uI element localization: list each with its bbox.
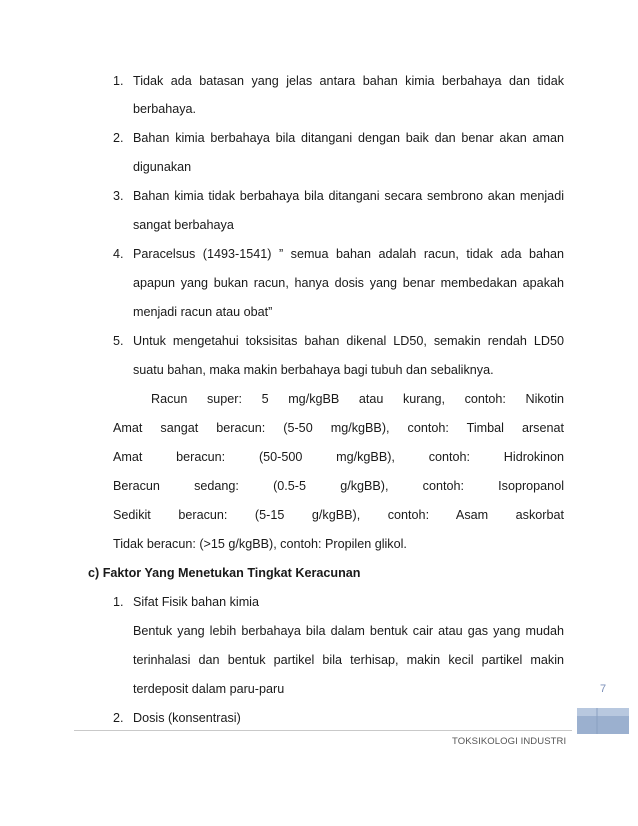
paragraph-line: Bentuk yang lebih berbahaya bila dalam bentuk cair atau gas yang mudah (133, 624, 564, 638)
toxicity-line: Sedikit beracun: (5-15 g/kgBB), contoh: Asam askorbat (113, 508, 564, 522)
toxicity-line: Amat sangat beracun: (5-50 mg/kgBB), contoh: Timbal arsenat (113, 421, 564, 435)
paragraph-line: terdeposit dalam paru-paru (133, 682, 285, 696)
toxicity-line: Racun super: 5 mg/kgBB atau kurang, contoh: Nikotin (151, 392, 564, 406)
list-text: menjadi racun atau obat” (133, 305, 273, 319)
toxicity-line: Beracun sedang: (0.5-5 g/kgBB), contoh: Isopropanol (113, 479, 564, 493)
list-number: 1. (113, 74, 124, 88)
list-title: Dosis (konsentrasi) (133, 711, 241, 725)
list-text: suatu bahan, maka makin berbahaya bagi tubuh dan sebaliknya. (133, 363, 494, 377)
list-number: 3. (113, 189, 124, 203)
section-heading: c) Faktor Yang Menetukan Tingkat Keracunan (88, 566, 361, 580)
list-text: digunakan (133, 160, 192, 174)
list-text: sangat berbahaya (133, 218, 234, 232)
list-text: Untuk mengetahui toksisitas bahan dikenal LD50, semakin rendah LD50 (133, 334, 564, 348)
list-title: Sifat Fisik bahan kimia (133, 595, 259, 609)
list-text: berbahaya. (133, 102, 197, 116)
list-number: 2. (113, 711, 124, 725)
list-text: Bahan kimia berbahaya bila ditangani dengan baik dan benar akan aman (133, 131, 564, 145)
paragraph-line: terinhalasi dan bentuk partikel bila terhisap, makin kecil partikel makin (133, 653, 564, 667)
toxicity-line: Amat beracun: (50-500 mg/kgBB), contoh: Hidrokinon (113, 450, 564, 464)
list-text: Tidak ada batasan yang jelas antara bahan kimia berbahaya dan tidak (133, 74, 564, 88)
page-tab-decoration (577, 708, 629, 734)
toxicity-line: Tidak beracun: (>15 g/kgBB), contoh: Propilen glikol. (113, 537, 407, 551)
page-number: 7 (600, 683, 607, 695)
footer-title: TOKSIKOLOGI INDUSTRI (452, 736, 567, 747)
list-number: 4. (113, 247, 124, 261)
list-number: 5. (113, 334, 124, 348)
list-number: 2. (113, 131, 124, 145)
list-text: apapun yang bukan racun, hanya dosis yang benar membedakan apakah (133, 276, 564, 290)
list-text: Paracelsus (1493-1541) ” semua bahan adalah racun, tidak ada bahan (133, 247, 564, 261)
list-number: 1. (113, 595, 124, 609)
list-text: Bahan kimia tidak berbahaya bila ditangani secara sembrono akan menjadi (133, 189, 564, 203)
footer-divider (74, 730, 572, 731)
